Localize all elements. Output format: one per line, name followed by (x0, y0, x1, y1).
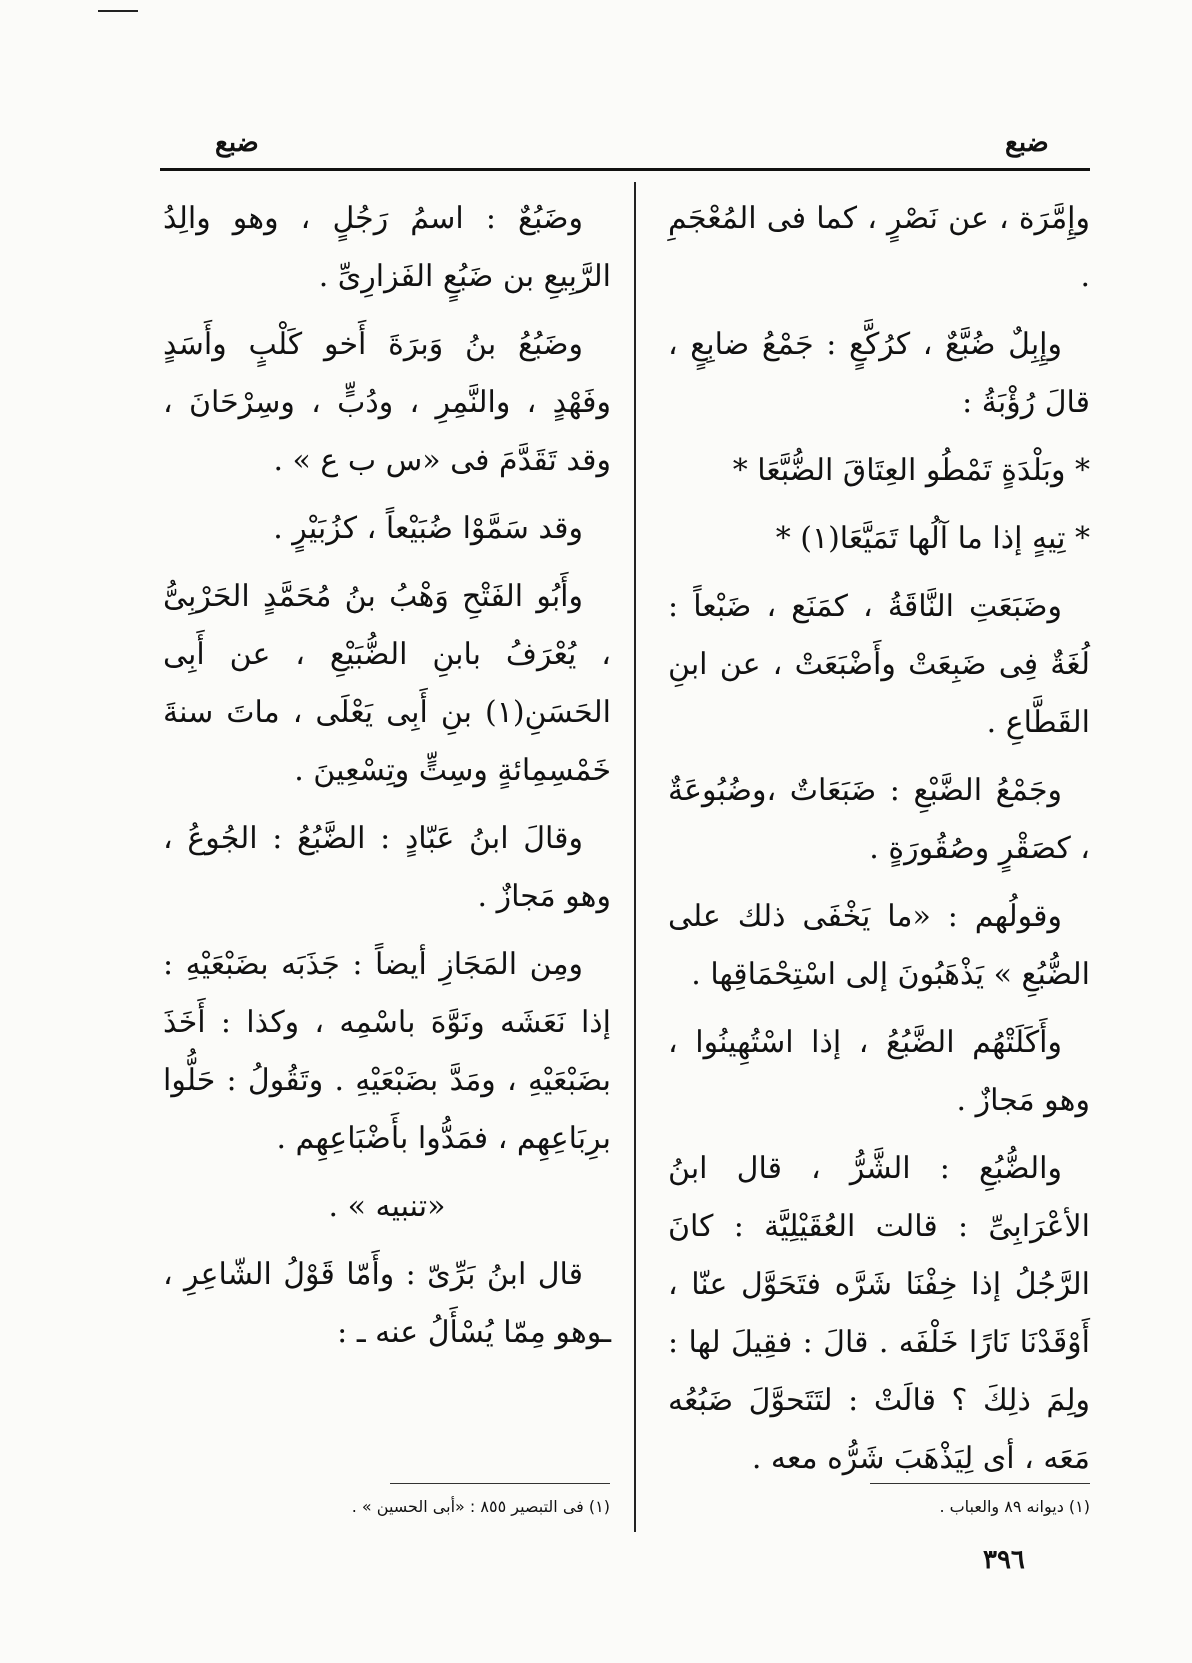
right-running-head: ضبع (1005, 128, 1049, 158)
footnote-rule-left (390, 1483, 610, 1484)
paragraph: ومِن المَجَازِ أيضاً : جَذَبَه بضَبْعَيْهِ : إذا نَعَشَه ونَوَّهَ باسْمِه ، وكذا : أَخَذَ بضَبْعَيْهِ ، ومَدَّ بضَبْعَيْهِ . وتَقُولُ : حَلُّوا برِبَاعِهِم ، فمَدُّوا بأَضْبَاعِهِم . (163, 947, 611, 1156)
paragraph: والضُّبُعِ : الشَّرُّ ، قال ابنُ الأعْرَابِىِّ : قالت العُقَيْلِيَّة : كانَ الرَّجُلُ إذا خِفْنَا شَرَّه فتَحَوَّل عنّا ، أَوْقَدْنَا نَارًا خَلْفَه . قالَ : فقِيلَ لها : ولِمَ ذلِكَ ؟ قالَتْ : لتَتَحوَّلَ ضَبُعُه مَعَه ، أى لِيَذْهَبَ شَرُّه معه . (668, 1151, 1090, 1476)
paragraph: وضَبُعُ بنُ وَبرَةَ أَخو كَلْبٍ وأَسَدٍ وفَهْدٍ ، والنَّمِرِ ، ودُبٍّ ، وسِرْحَانَ ، وقد تَقَدَّمَ فى «س ب ع » . (163, 327, 612, 478)
paragraph: وقولُهم : «ما يَخْفَى ذلك على الضُّبُعِ » يَذْهَبُونَ إلى اسْتِحْمَاقِها . (668, 899, 1090, 992)
top-rule (98, 10, 138, 12)
paragraph: وضَبَعَتِ النَّاقَةُ ، كمَنَع ، ضَبْعاً : لُغَةٌ فِى ضَبِعَتْ وأَضْبَعَتْ ، عن ابنِ القَطَّاعِ . (668, 589, 1090, 740)
verse-line: * تِيهٍ إذا ما آلُها تَمَيَّعَا(١) * (775, 521, 1090, 556)
paragraph: قال ابنُ بَرِّىّ : وأَمّا قَوْلُ الشّاعِرِ ، ـوهو مِمّا يُسْأَلُ عنه ـ : (163, 1257, 611, 1350)
footnote-left: (١) فى التبصير ٨٥٥ : «أبى الحسين » . (351, 1497, 610, 1516)
paragraph: وجَمْعُ الضَّبْعِ : ضَبَعَاتٌ ،وضُبُوعَةٌ ، كصَقْرٍ وصُقُورَةٍ . (668, 773, 1090, 866)
page-number: ٣٩٦ (983, 1545, 1025, 1575)
left-column (163, 190, 611, 1372)
paragraph: وقد سَمَّوْا ضُبَيْعاً ، كزُبَيْرٍ . (273, 511, 583, 546)
footnote-rule-right (870, 1483, 1090, 1484)
paragraph: وأَبُو الفَتْحِ وَهْبُ بنُ مُحَمَّدٍ الحَرْبِىُّ ، يُعْرَفُ بابنِ الضُّبَيْعِ ، عن أَبِى الحَسَنِ(١) بنِ أَبِى يَعْلَى ، ماتَ سنةَ خَمْسِمِائةٍ وسِتٍّ وتِسْعِينَ . (163, 579, 611, 788)
footnote-right: (١) ديوانه ٨٩ والعباب . (939, 1497, 1090, 1516)
left-running-head: ضبع (215, 128, 259, 158)
right-column (668, 190, 1090, 1498)
column-divider (634, 182, 636, 1532)
paragraph: وأَكَلَتْهُم الضَّبُعُ ، إذا اسْتُهِينُوا ، وهو مَجازٌ . (668, 1025, 1090, 1118)
paragraph: وقالَ ابنُ عَبّادٍ : الضَّبُعُ : الجُوعُ ، وهو مَجازٌ . (163, 821, 611, 914)
section-heading: «تنبيه » . (328, 1189, 446, 1224)
paragraph: وضَبُعٌ : اسمُ رَجُلٍ ، وهو والِدُ الرَّبِيعِ بن ضَبُعٍ الفَزارِىِّ . (163, 201, 611, 294)
paragraph: وإِبِلٌ ضُبَّعٌ ، كرُكَّعٍ : جَمْعُ ضابِعٍ ، قالَ رُؤْبَةُ : (668, 327, 1090, 420)
header-rule (160, 168, 1090, 171)
paragraph: وإِمَّرَة ، عن نَصْرٍ ، كما فى المُعْجَمِ . (668, 201, 1090, 294)
verse-line: * وبَلْدَةٍ تَمْطُو العِتَاقَ الضُّبَّعَا * (732, 453, 1090, 488)
